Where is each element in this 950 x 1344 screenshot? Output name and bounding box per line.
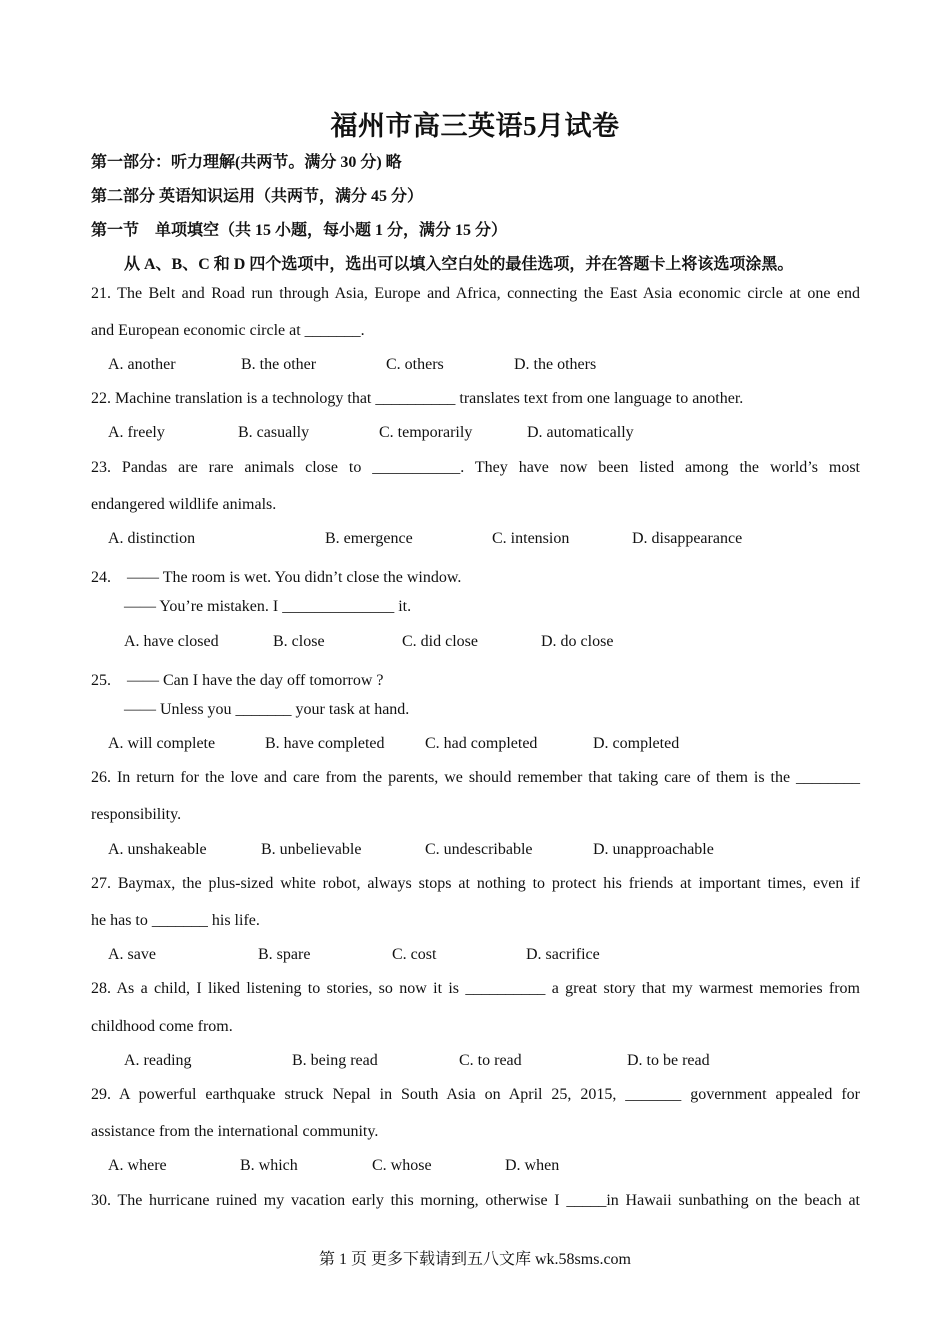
q30-stem-line1: 30. The hurricane ruined my vacation early this morning, otherwise I _____in Hawaii sunbathing on the beach at	[91, 1192, 860, 1209]
q25-option-c: C. had completed	[425, 735, 538, 752]
q21-option-c: C. others	[386, 356, 444, 373]
q29-option-b: B. which	[240, 1157, 298, 1174]
q21-option-b: B. the other	[241, 356, 317, 373]
q29-option-d: D. when	[505, 1157, 560, 1174]
q23-option-b: B. emergence	[325, 530, 413, 547]
q27-stem-line1: 27. Baymax, the plus-sized white robot, always stops at nothing to protect his friends at important times, even if	[91, 875, 860, 892]
q26-option-a: A. unshakeable	[108, 841, 207, 858]
q27-option-d: D. sacrifice	[526, 946, 600, 963]
q24-option-c: C. did close	[402, 633, 478, 650]
q26-option-d: D. unapproachable	[593, 841, 714, 858]
instruction: 从 A、B、C 和 D 四个选项中，选出可以填入空白处的最佳选项，并在答题卡上将该选项涂黑。	[124, 256, 794, 273]
q24-option-a: A. have closed	[124, 633, 219, 650]
section1-heading: 第一节 单项填空（共 15 小题，每小题 1 分，满分 15 分）	[91, 222, 508, 239]
q29-stem-line1: 29. A powerful earthquake struck Nepal in South Asia on April 25, 2015, _______ government appealed for	[91, 1086, 860, 1103]
q26-stem-line2: responsibility.	[91, 806, 182, 823]
q24-option-d: D. do close	[541, 633, 614, 650]
q24-stem-line2: —— You’re mistaken. I ______________ it.	[124, 598, 412, 615]
part2-heading: 第二部分 英语知识运用（共两节，满分 45 分）	[91, 188, 424, 205]
q21-stem-line2: and European economic circle at _______.	[91, 322, 365, 339]
q26-stem-line1: 26. In return for the love and care from the parents, we should remember that taking care of them is the ________	[91, 769, 860, 786]
part1-heading: 第一部分：听力理解(共两节。满分 30 分) 略	[91, 154, 402, 171]
q29-stem-line2: assistance from the international community.	[91, 1123, 379, 1140]
q22-option-d: D. automatically	[527, 424, 634, 441]
q25-stem-line1: 25. —— Can I have the day off tomorrow ?	[91, 672, 384, 689]
q28-option-c: C. to read	[459, 1052, 522, 1069]
q22-stem-line1: 22. Machine translation is a technology that __________ translates text from one language to another.	[91, 390, 744, 407]
page-footer: 第 1 页 更多下载请到五八文库 wk.58sms.com	[318, 1251, 631, 1268]
q25-option-a: A. will complete	[108, 735, 216, 752]
q22-option-c: C. temporarily	[379, 424, 473, 441]
q28-option-b: B. being read	[292, 1052, 378, 1069]
q27-option-a: A. save	[108, 946, 156, 963]
q27-stem-line2: he has to _______ his life.	[91, 912, 260, 929]
page-title: 福州市高三英语5月试卷	[330, 111, 620, 141]
q21-stem-line1: 21. The Belt and Road run through Asia, Europe and Africa, connecting the East Asia economic circle at one end	[91, 285, 860, 302]
q29-option-a: A. where	[108, 1157, 167, 1174]
q24-stem-line1: 24. —— The room is wet. You didn’t close the window.	[91, 569, 462, 586]
q23-option-a: A. distinction	[108, 530, 196, 547]
q26-option-b: B. unbelievable	[261, 841, 362, 858]
q25-stem-line2: —— Unless you _______ your task at hand.	[124, 701, 410, 718]
q23-stem-line1: 23. Pandas are rare animals close to ___________. They have now been listed among the world’s most	[91, 459, 860, 476]
q28-option-a: A. reading	[124, 1052, 192, 1069]
q25-option-b: B. have completed	[265, 735, 385, 752]
q23-option-c: C. intension	[492, 530, 570, 547]
q28-stem-line1: 28. As a child, I liked listening to stories, so now it is __________ a great story that my warmest memories from	[91, 980, 860, 997]
q22-option-b: B. casually	[238, 424, 310, 441]
q25-option-d: D. completed	[593, 735, 680, 752]
q27-option-b: B. spare	[258, 946, 311, 963]
q21-option-d: D. the others	[514, 356, 597, 373]
q23-stem-line2: endangered wildlife animals.	[91, 496, 277, 513]
q28-option-d: D. to be read	[627, 1052, 710, 1069]
q24-option-b: B. close	[273, 633, 325, 650]
q27-option-c: C. cost	[392, 946, 437, 963]
q23-option-d: D. disappearance	[632, 530, 743, 547]
q21-option-a: A. another	[108, 356, 176, 373]
q22-option-a: A. freely	[108, 424, 165, 441]
q28-stem-line2: childhood come from.	[91, 1018, 233, 1035]
q26-option-c: C. undescribable	[425, 841, 533, 858]
q29-option-c: C. whose	[372, 1157, 432, 1174]
